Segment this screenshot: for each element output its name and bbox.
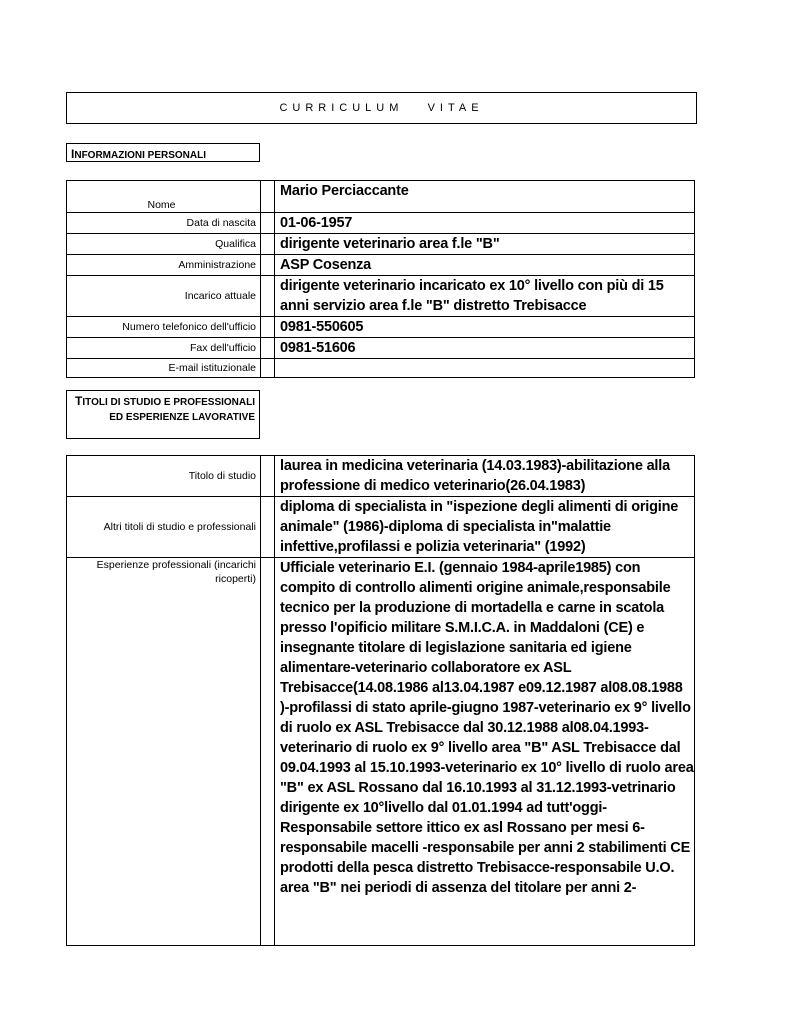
value-amministrazione: ASP Cosenza <box>275 255 695 276</box>
value-data-nascita: 01-06-1957 <box>275 213 695 234</box>
label-esperienze: Esperienze professionali (incarichi ricoperti) <box>67 558 261 946</box>
section-titoli-initial: T <box>75 394 83 408</box>
row-data-nascita <box>67 213 695 234</box>
value-fax: 0981-51606 <box>275 338 695 359</box>
label-altri-titoli: Altri titoli di studio e professionali <box>67 497 261 558</box>
label-nome: Nome <box>67 181 261 213</box>
row-fax <box>67 338 695 359</box>
label-email: E-mail istituzionale <box>67 359 261 378</box>
value-telefono: 0981-550605 <box>275 317 695 338</box>
cv-title <box>66 92 697 124</box>
row-esperienze <box>67 558 695 946</box>
section-header-personal <box>66 143 260 162</box>
value-nome: Mario Perciaccante <box>275 181 695 213</box>
personal-info-table <box>66 180 695 378</box>
label-fax: Fax dell'ufficio <box>67 338 261 359</box>
row-qualifica <box>67 234 695 255</box>
row-altri-titoli <box>67 497 695 558</box>
value-altri-titoli: diploma di specialista in "ispezione degli alimenti di origine animale" (1986)-diploma di specialista in"malattie infettive,profilassi e polizia veterinaria" (1992) <box>275 497 695 558</box>
esperienze-paragraph-2: Responsabile settore ittico ex asl Rossano per mesi 6-responsabile macelli -responsabile per anni 2 stabilimenti CE prodotti della pesca distretto Trebisacce-responsabile U.O. area "B" nei periodi di assenza del titolare per anni 2- <box>280 820 691 896</box>
section-personal-initial: I <box>71 147 75 161</box>
row-nome <box>67 181 695 213</box>
value-titolo-studio: laurea in medicina veterinaria (14.03.1983)-abilitazione alla professione di medico veterinario(26.04.1983) <box>275 456 695 497</box>
row-titolo-studio <box>67 456 695 497</box>
value-incarico: dirigente veterinario incaricato ex 10° livello con più di 15 anni servizio area f.le "B" distretto Trebisacce <box>275 276 695 317</box>
row-amministrazione <box>67 255 695 276</box>
section-header-titoli <box>66 390 260 439</box>
titoli-table <box>66 455 695 946</box>
row-email <box>67 359 695 378</box>
value-esperienze <box>275 558 695 946</box>
section-titoli-label: ITOLI DI STUDIO E PROFESSIONALI ED ESPERIENZE LAVORATIVE <box>82 397 255 423</box>
label-titolo-studio: Titolo di studio <box>67 456 261 497</box>
label-incarico: Incarico attuale <box>67 276 261 317</box>
value-email <box>275 359 695 378</box>
row-incarico <box>67 276 695 317</box>
esperienze-paragraph-1: Ufficiale veterinario E.I. (gennaio 1984-aprile1985) con compito di controllo alimenti origine animale,responsabile tecnico per la produzione di mortadella e carne in scatola presso l'opificio militare S.M.I.C.A. in Maddaloni (CE) e insegnante titolare di legislazione sanitaria ed igiene alimentare-veterinario collaboratore ex ASL Trebisacce(14.08.1986 al13.04.1987 e09.12.1987 al08.08.1988 )-profilassi di stato aprile-giugno 1987-veterinario ex 9° livello di ruolo ex ASL Trebisacce dal 30.12.1988 al08.04.1993-veterinario di ruolo ex 9° livello area "B" ASL Trebisacce dal 09.04.1993 al 15.10.1993-veterinario ex 10° livello di ruolo area "B" ex ASL Rossano dal 16.10.1993 al 31.12.1993-vetrinario dirigente ex 10°livello dal 01.01.1994 ad tutt'oggi- <box>280 560 694 816</box>
label-qualifica: Qualifica <box>67 234 261 255</box>
cv-title-text: CURRICULUM VITAE <box>279 102 484 114</box>
value-qualifica: dirigente veterinario area f.le "B" <box>275 234 695 255</box>
section-personal-label: NFORMAZIONI PERSONALI <box>74 150 207 161</box>
label-data-nascita: Data di nascita <box>67 213 261 234</box>
row-telefono <box>67 317 695 338</box>
label-amministrazione: Amministrazione <box>67 255 261 276</box>
label-telefono: Numero telefonico dell'ufficio <box>67 317 261 338</box>
